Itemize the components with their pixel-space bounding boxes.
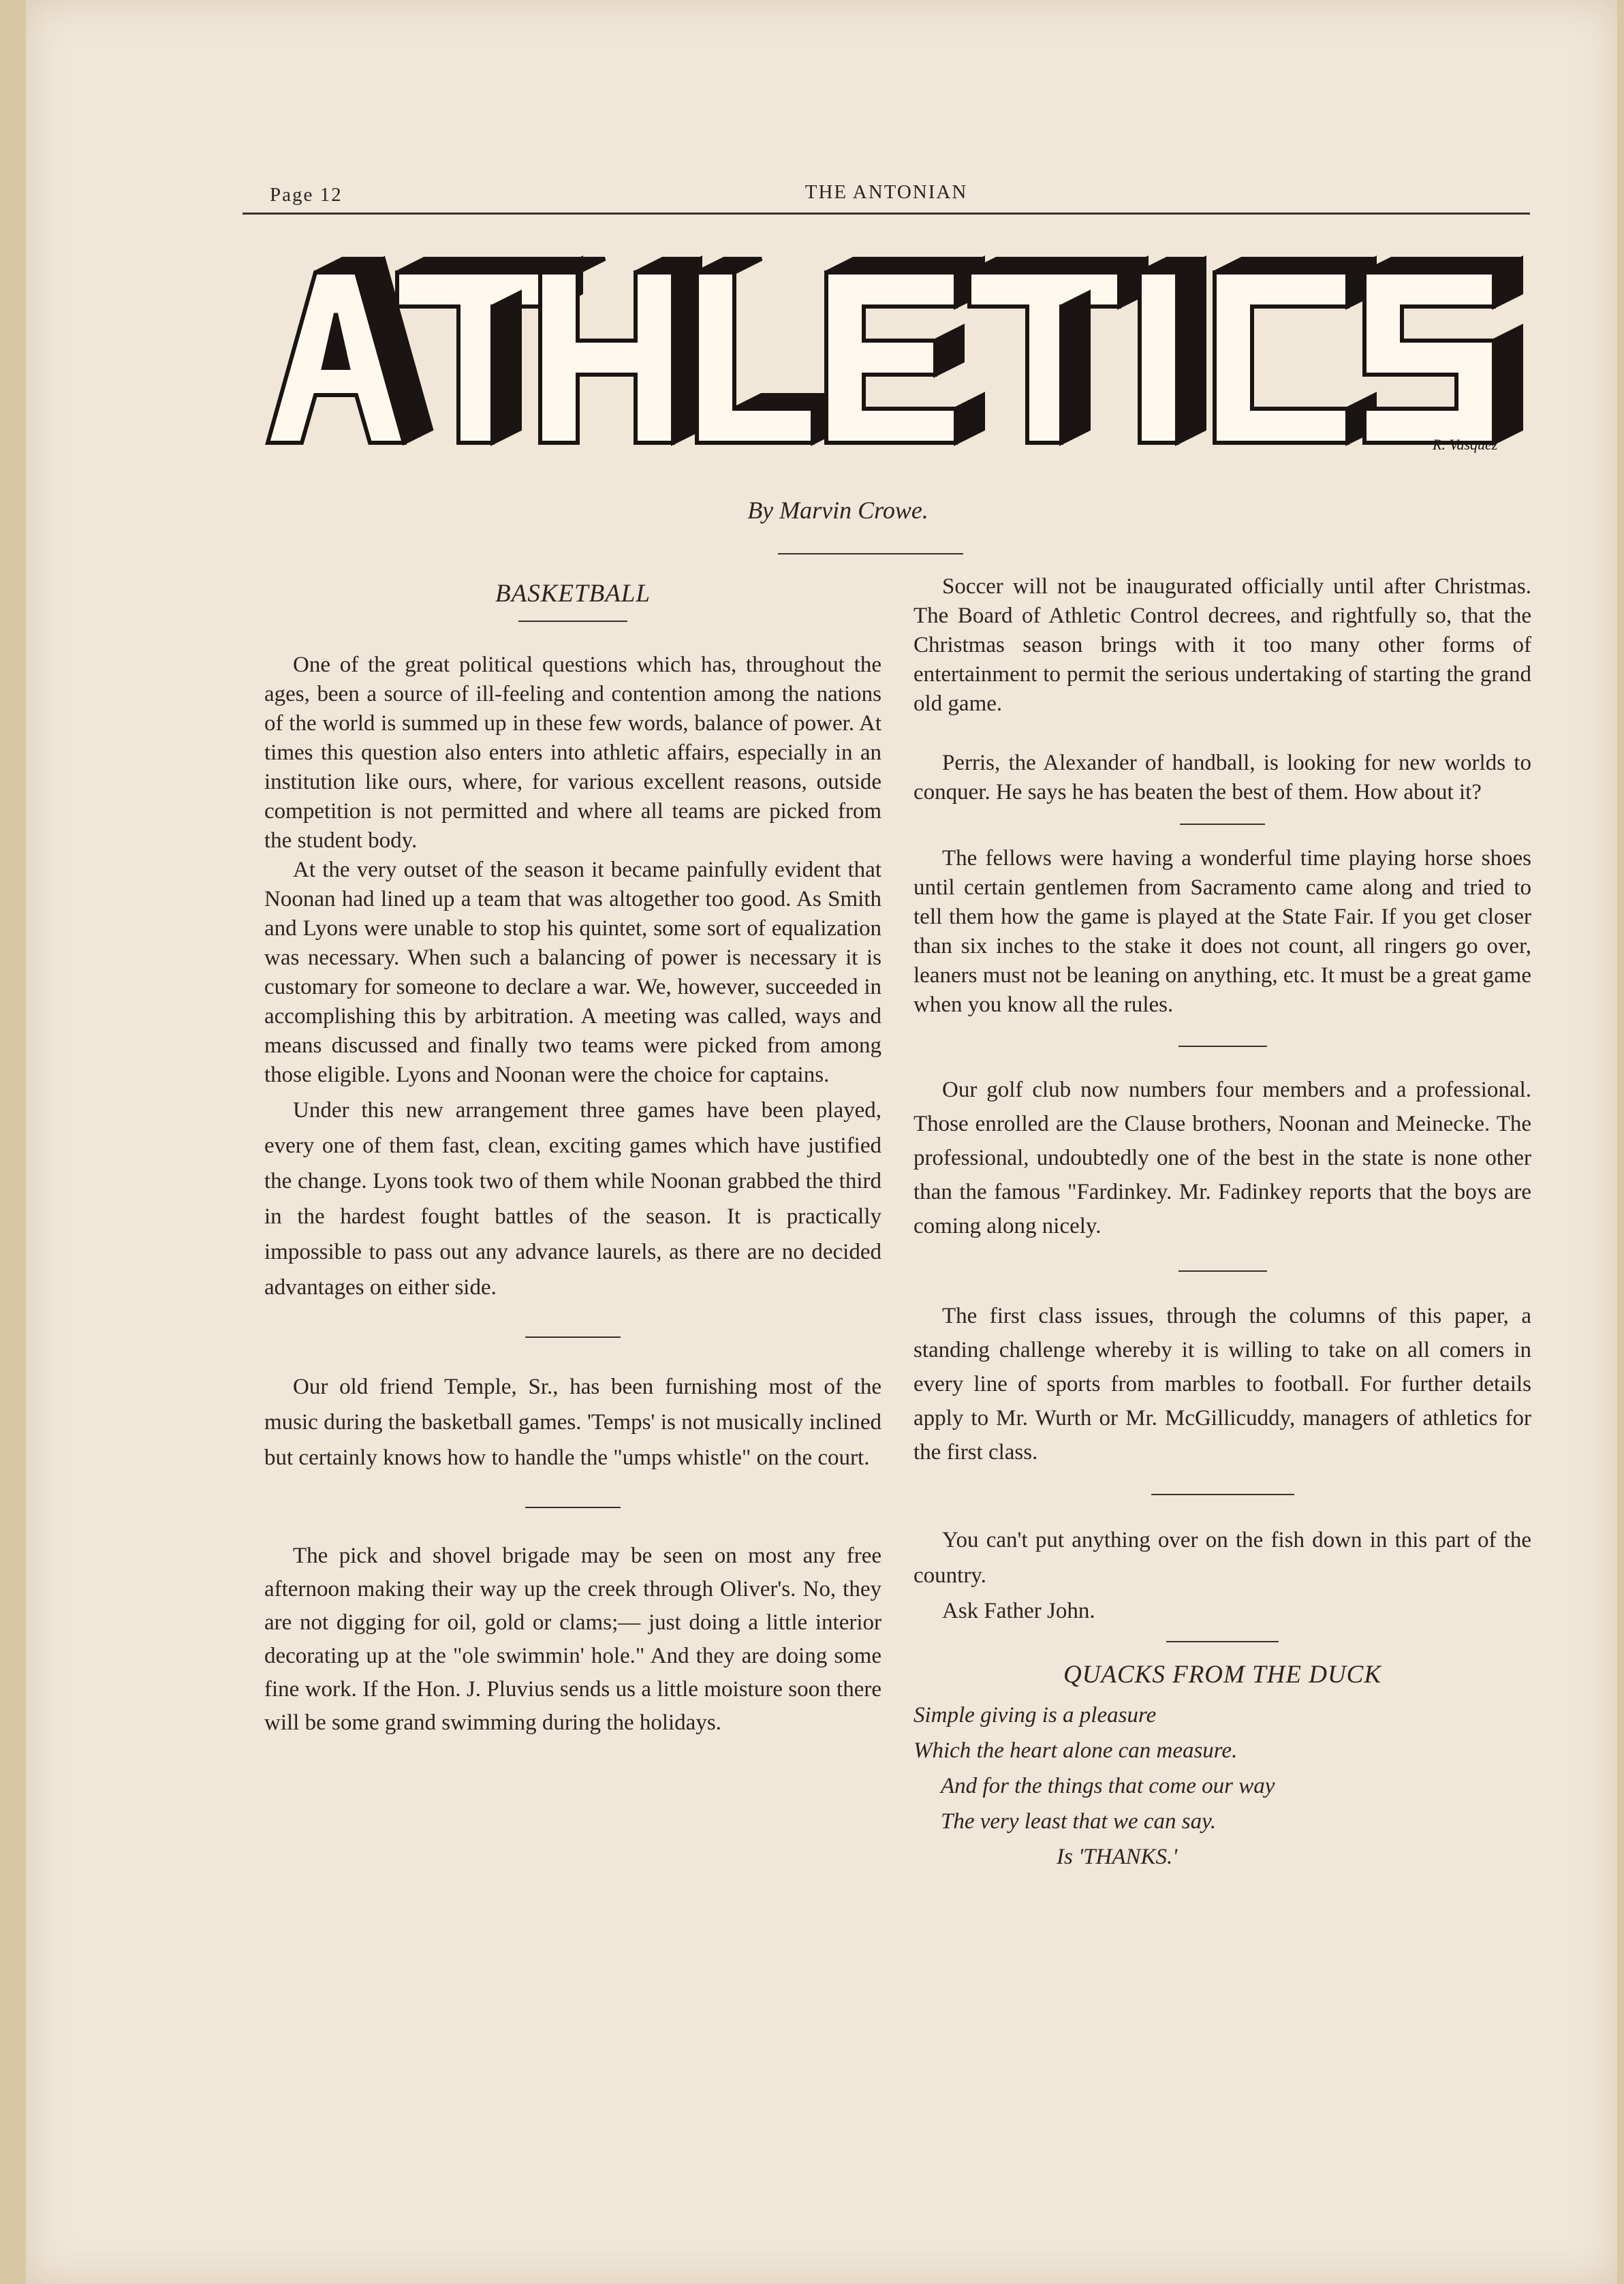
poem-line: And for the things that come our way [941,1774,1275,1798]
byline: By Marvin Crowe. [747,497,928,524]
newspaper-page [26,0,1617,2284]
paragraph: The first class issues, through the columns of this paper, a standing challenge whereby it is willing to take on all comers in every line of sports from marbles to football. For further details apply to Mr. Wurth or Mr. McGillicuddy, managers of athletics for the first class. [914,1304,1531,1465]
right-column [914,572,1531,1875]
poem-line: Simple giving is a pleasure [914,1703,1157,1727]
paragraph: You can't put anything over on the fish down in this part of the country. [914,1528,1531,1588]
letter-T2 [969,259,1146,443]
paragraph: One of the great political questions which has, throughout the ages, been a source of ill-feeling and contention among the nations of the world is summed up in these few words, balance of power. At times this question also enters into athletic affairs, especially in an institution like ours, where, for various excellent reasons, outside competition is not permitted and where all teams are picked from the student body. [264,653,881,853]
letter-I [1140,259,1204,443]
letter-S [1364,259,1521,443]
paragraph: Soccer will not be inaugurated officially until after Christmas. The Board of Athletic Control decrees, and rightfully so, that the Christmas season brings with it too many other forms of entertainment to permit the serious undertaking of starting the grand old game. [914,574,1531,716]
paragraph: Perris, the Alexander of handball, is looking for new worlds to conquer. He says he has beaten the best of them. How about it? [914,751,1531,804]
poem-title: QUACKS FROM THE DUCK [1063,1661,1382,1689]
letter-H [540,259,700,443]
left-column [264,572,881,1740]
running-header [243,178,1530,215]
paragraph: Ask Father John. [942,1599,1095,1623]
poem [914,1698,1531,1875]
divider [1151,1494,1294,1495]
letter-C [1215,259,1375,443]
divider [525,1336,621,1338]
byline-divider [778,553,963,554]
publication-title: THE ANTONIAN [805,181,968,203]
section-title-basketball: BASKETBALL [495,580,651,608]
athletics-masthead [261,245,1528,463]
paragraph: Under this new arrangement three games have been played, every one of them fast, clean, exciting games which have justified the change. Lyons took two of them while Noonan grabbed the third in the hardest fought battles of the season. It is practically impossible to pass out any advance laurels, as there are no decided advantages on either side. [264,1098,881,1300]
paragraph: Our old friend Temple, Sr., has been furnishing most of the music during the basketball games. 'Temps' is not musically inclined but certainly knows how to handle the "umps whistle" on the court. [264,1375,881,1470]
paragraph: The fellows were having a wonderful time playing horse shoes until certain gentlemen from Sacramento came along and tried to tell them how the game is played at the State Fair. If you get closer than six inches to the stake it does not count, all ringers go over, leaners must not be leaning on anything, etc. It must be a great game when you know all the rules. [914,846,1531,1017]
poem-line: The very least that we can say. [941,1809,1217,1834]
artist-signature: R. Vasquez [1433,436,1498,453]
divider [1178,1270,1267,1272]
divider [518,621,627,622]
paragraph: At the very outset of the season it became painfully evident that Noonan had lined up a team that was altogether too good. As Smith and Lyons were unable to stop his quintet, some sort of equalization was necessary. When such a balancing of power is necessary it is customary for someone to declare a war. We, however, succeeded in accomplishing this by arbitration. A meeting was called, ways and means discussed and finally two teams were picked from among those eligible. Lyons and Noonan were the choice for captains. [264,858,881,1087]
paragraph: The pick and shovel brigade may be seen on most any free afternoon making their way up the creek through Oliver's. No, they are not digging for oil, gold or clams;— just doing a little interior decorating up at the "ole swimmin' hole." And they are doing some fine work. If the Hon. J. Pluvius sends us a little moisture soon there will be some grand swimming during the holidays. [264,1544,881,1735]
divider [1166,1641,1279,1642]
letter-L [697,259,840,443]
divider [1180,824,1265,825]
letter-E [826,259,983,443]
page-number: Page 12 [270,184,343,206]
poem-line: Which the heart alone can measure. [914,1738,1238,1763]
divider [525,1507,621,1508]
divider [1178,1046,1267,1047]
poem-line: Is 'THANKS.' [1057,1845,1178,1869]
paragraph: Our golf club now numbers four members and a professional. Those enrolled are the Clause brothers, Noonan and Meinecke. The professional, undoubtedly one of the best in the state is none other than the famous "Fardinkey. Mr. Fadinkey reports that the boys are coming along nicely. [914,1078,1531,1238]
